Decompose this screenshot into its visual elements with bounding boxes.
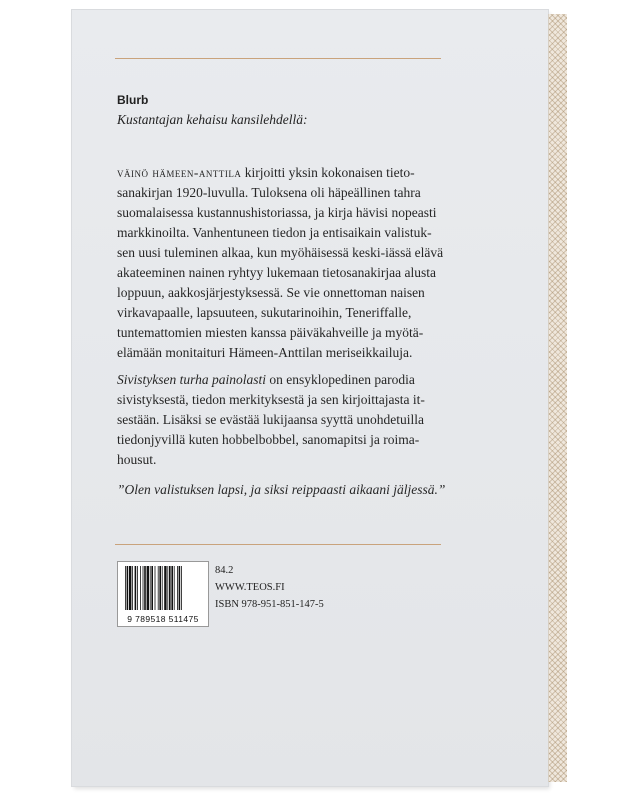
barcode-bar — [164, 566, 166, 610]
barcode-bar — [159, 566, 161, 610]
blurb-heading: Blurb — [117, 93, 149, 107]
barcode-bar — [132, 566, 133, 610]
barcode-bar — [150, 566, 151, 610]
pull-quote: ”Olen valistuksen lapsi, ja siksi reippaasti aikaani jäljessä.” — [117, 482, 446, 497]
bottom-divider — [115, 544, 441, 545]
description-line: tuntemattomien miesten kanssa päiväkahveille ja myötä- — [117, 325, 424, 340]
description-line: suomalaisessa kustannushistoriassa, ja kirja hävisi nopeasti — [117, 205, 437, 220]
book-title: Sivistyksen turha painolasti — [117, 372, 266, 387]
summary-line: housut. — [117, 452, 157, 467]
barcode-bar — [155, 566, 156, 610]
barcode-bar — [158, 566, 159, 610]
barcode-bar — [144, 566, 146, 610]
summary-line: sivistyksestä, tiedon merkityksestä ja sen kirjoittajasta it- — [117, 392, 425, 407]
barcode-bar — [177, 566, 178, 610]
barcode-bar — [143, 566, 144, 610]
book-spine-edge — [548, 14, 567, 782]
isbn-text: ISBN 978-951-851-147-5 — [215, 599, 324, 610]
description-line: väinö hämeen-anttila kirjoitti yksin kokonaisen tieto- — [117, 165, 415, 180]
barcode-bar — [135, 566, 137, 610]
barcode-bar — [147, 566, 149, 610]
summary-line: tiedonjyvillä kuten hobbelbobbel, sanomapitsi ja roima- — [117, 432, 420, 447]
barcode-bar — [129, 566, 131, 610]
barcode-bar — [137, 566, 138, 610]
barcode-bar — [127, 566, 129, 610]
publisher-website: WWW.TEOS.FI — [215, 582, 285, 593]
description-paragraph — [117, 163, 457, 363]
blurb-subheading: Kustantajan kehaisu kansilehdellä: — [117, 112, 308, 127]
summary-paragraph — [117, 370, 457, 470]
barcode-bar — [162, 566, 163, 610]
top-divider — [115, 58, 441, 59]
publication-info — [215, 562, 324, 613]
barcode-bar — [174, 566, 175, 610]
description-line: loppuun, aakkosjärjestyksessä. Se vie onnettoman naisen — [117, 285, 425, 300]
description-line: sanakirjan 1920-luvulla. Tuloksena oli häpeällinen tahra — [117, 185, 421, 200]
isbn-barcode — [117, 561, 209, 627]
summary-line: sestään. Lisäksi se evästää lukijaansa syyttä unohdetuilla — [117, 412, 425, 427]
barcode-bars — [124, 566, 202, 610]
barcode-bar — [125, 566, 126, 610]
author-name: väinö hämeen-anttila — [117, 165, 242, 180]
barcode-bar — [167, 566, 168, 610]
description-line: akateeminen nainen ryhtyy lukemaan tietosanakirjaa alusta — [117, 265, 436, 280]
barcode-bar — [169, 566, 171, 610]
classification-code: 84.2 — [215, 565, 234, 576]
description-line: elämään monitaituri Hämeen-Anttilan meriseikkailuja. — [117, 345, 413, 360]
barcode-bar — [179, 566, 181, 610]
barcode-bar — [140, 566, 141, 610]
barcode-bar — [171, 566, 173, 610]
barcode-bar — [181, 566, 182, 610]
barcode-bar — [151, 566, 153, 610]
barcode-number: 9 789518 511475 — [127, 614, 199, 624]
description-line: virkavapaalle, lapsuuteen, sukutarinoihin, Teneriffalle, — [117, 305, 412, 320]
summary-line: Sivistyksen turha painolasti on ensyklopedinen parodia — [117, 372, 415, 387]
description-line: sen uusi tuleminen alkaa, kun myöhäisessä keski-iässä elävä — [117, 245, 444, 260]
description-line: markkinoilta. Vanhentuneen tiedon ja entisaikain valistuk- — [117, 225, 432, 240]
